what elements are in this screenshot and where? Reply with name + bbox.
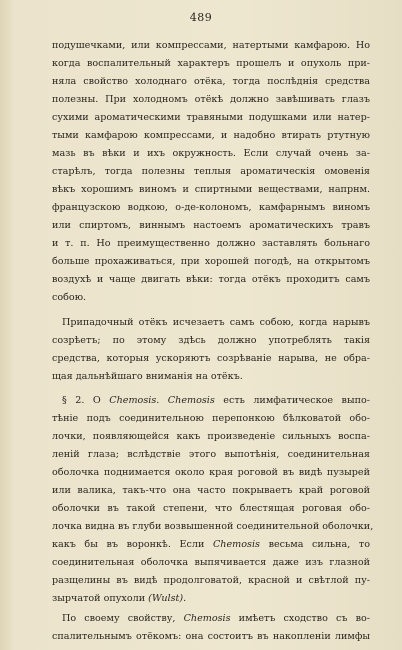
text-line: По своему свойству, Chemosis имѣетъ сходство съ во- [62,613,370,624]
text-line: больше прохаживаться, при хорошей погодѣ, на открытомъ [52,256,370,267]
text-line: щая дальнѣйшаго вниманія на отёкъ. [52,371,243,382]
text-line: разщелины въ видѣ продолговатой, красной и свѣтлой пу- [52,575,370,586]
text-line: оболочки въ такой степени, что блестящая роговая обо- [52,503,370,514]
text-line: соединительная оболочка выпячивается даже изъ глазной [52,557,370,568]
text-line: полезны. При холодномъ отёкѣ должно завѣшивать глазъ [52,94,370,105]
text-line: или спиртомъ, виннымъ настоемъ ароматическихъ травъ [52,220,370,231]
text-line: няла свойство холоднаго отёка, тогда послѣднія средства [52,76,370,87]
text-line: когда воспалительный характеръ прошелъ и опухоль при- [52,58,370,69]
text-line: зырчатой опухоли (Wulst). [52,593,187,604]
text-line: какъ бы въ воронкѣ. Если Chemosis весьма сильна, то [52,539,370,550]
text-line: тыми камфарою компрессами, и надобно втирать ртутную [52,130,370,141]
text-line: подушечками, или компрессами, натертыми камфарою. Но [52,40,370,51]
text-line: лочки, появляющейся какъ произведеніе сильныхъ воспа- [52,431,370,442]
text-line: старѣлъ, тогда полезны теплыя ароматическія омовенія [52,166,370,177]
text-line: и т. п. Но преимущественно должно заставлять больнаго [52,238,370,249]
text-line: тѣніе подъ соединительною перепонкою бѣлковатой обо- [52,413,370,424]
text-line: оболочка поднимается около края роговой въ видѣ пузырей [52,467,370,478]
page-number: 489 [189,11,213,24]
text-line: собою. [52,292,87,303]
text-line: средства, которыя ускоряютъ созрѣваніе нарыва, не обра- [52,353,370,364]
text-line: спалительнымъ отёкомъ: она состоитъ въ накопленіи лимфы [52,631,370,642]
text-line: леній глаза; вслѣдствіе этого выпотѣнія, соединительная [52,449,370,460]
text-line: или валика, такъ-что она часто покрываетъ край роговой [52,485,370,496]
section-heading-line: § 2. О Chemosis. Chemosis есть лимфатическое выпо- [62,395,370,406]
text-line: Припадочный отёкъ исчезаетъ самъ собою, когда нарывъ [62,317,370,328]
text-line: французскою водкою, о-де-колономъ, камфарнымъ виномъ [52,202,370,213]
text-line: сухими ароматическими травяными подушками или натер- [52,112,370,123]
text-line: вѣкъ хорошимъ виномъ и спиртными веществами, напрнм. [52,184,370,195]
text-line: созрѣетъ; по этому здѣсь должно употреблять такія [52,335,370,346]
text-line: воздухѣ и чаще двигать вѣки: тогда отёкъ проходитъ самъ [52,274,370,285]
text-line: лочка видна въ глуби возвышенной соединительной оболочки, [52,521,374,532]
text-line: мазь въ вѣки и ихъ окружность. Если случай очень за- [52,148,370,159]
